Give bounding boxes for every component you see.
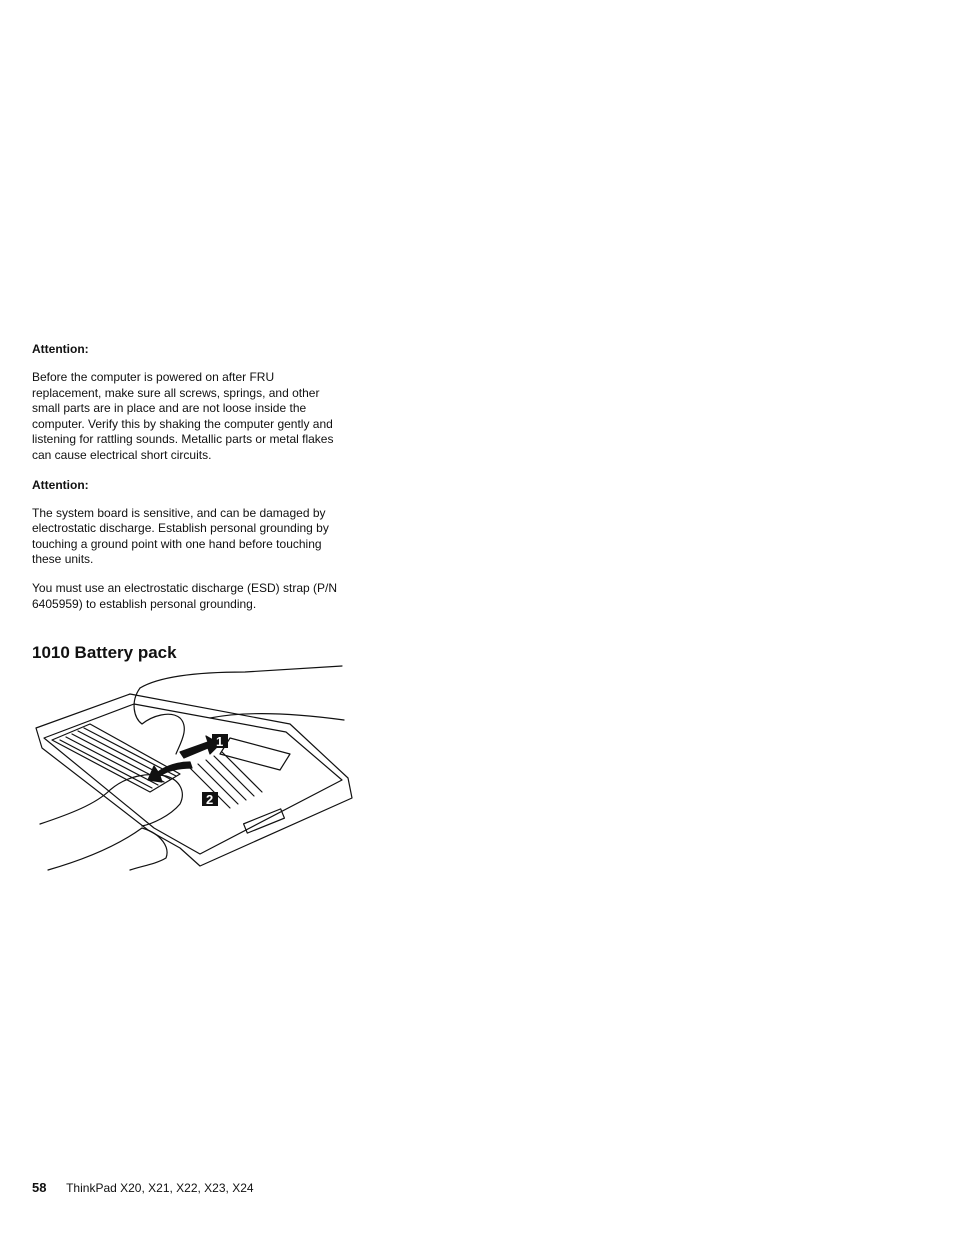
right-hand-arm (210, 714, 344, 720)
vent-grille (190, 752, 262, 808)
attention-paragraph-1 (32, 370, 362, 464)
section-heading: 1010 Battery pack (32, 643, 177, 662)
step-2-label: 2 (206, 792, 214, 807)
laptop-outline (36, 694, 352, 866)
top-hand (134, 688, 184, 754)
main-column (32, 341, 362, 662)
attention-paragraph-2 (32, 506, 362, 568)
top-hand-arm (140, 666, 342, 688)
text-line: electrostatic discharge. Establish personal grounding by (32, 521, 329, 536)
text-line: these units. (32, 552, 94, 567)
attention-label-1: Attention: (32, 342, 89, 356)
text-line: touching a ground point with one hand before touching (32, 536, 322, 551)
esd-note-paragraph (32, 581, 362, 612)
text-line: replacement, make sure all screws, springs, and other (32, 385, 320, 400)
text-line: small parts are in place and are not loose inside the (32, 401, 307, 416)
text-line: 6405959) to establish personal grounding. (32, 596, 257, 611)
page-number: 58 (32, 1180, 47, 1195)
laptop-battery-diagram (30, 658, 360, 878)
laptop-inner-outline (44, 704, 342, 854)
text-line: can cause electrical short circuits. (32, 447, 212, 462)
text-line: listening for rattling sounds. Metallic parts or metal flakes (32, 432, 334, 447)
page-footer (32, 1179, 254, 1197)
text-line: You must use an electrostatic discharge (ESD) strap (P/N (32, 580, 338, 595)
bottom-hand-lower (48, 828, 167, 870)
attention-label-2: Attention: (32, 477, 89, 492)
text-line: Before the computer is powered on after FRU (32, 370, 275, 384)
text-line: The system board is sensitive, and can be damaged by (32, 505, 326, 520)
step-1-label: 1 (216, 734, 224, 749)
battery-removal-illustration (30, 658, 360, 878)
footer-title: ThinkPad X20, X21, X22, X23, X24 (66, 1181, 254, 1195)
memory-door (220, 738, 290, 770)
text-line: computer. Verify this by shaking the computer gently and (32, 416, 333, 431)
